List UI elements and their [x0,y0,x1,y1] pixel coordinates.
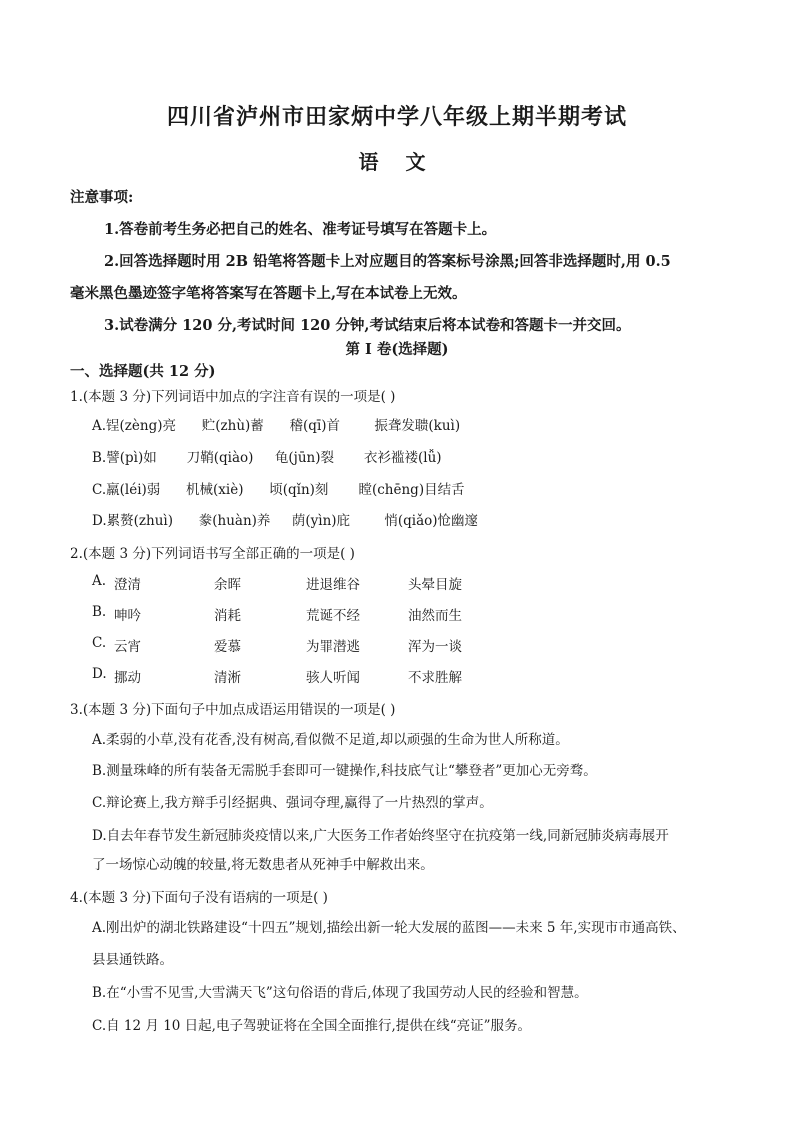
q2-option-letter: B. [92,604,107,620]
q2-term: 清淅 [214,670,241,686]
q2-term: 骇人听闻 [306,670,360,686]
q2-option-letter: C. [92,635,107,651]
q2-term: 爱慕 [214,639,241,655]
q4-option-b: B.在“小雪不见雪,大雪满天飞”这句俗语的背后,体现了我国劳动人民的经验和智慧。 [92,985,588,1001]
q3-option-c: C.辩论赛上,我方辩手引经据典、强词夺理,赢得了一片热烈的掌声。 [92,795,493,811]
part-title: 第 I 卷(选择题) [345,341,449,358]
q3-option-a: A.柔弱的小草,没有花香,没有树高,看似微不足道,却以顽强的生命为世人所称道。 [92,732,569,748]
notice-item-2: 2.回答选择题时用 2B 铅笔将答题卡上对应题目的答案标号涂黑;回答非选择题时,用 0.5 [104,253,671,270]
notice-item-1: 1.答卷前考生务必把自己的姓名、准考证号填写在答题卡上。 [104,221,497,238]
q2-stem: 2.(本题 3 分)下列词语书写全部正确的一项是( ) [70,546,355,562]
q2-term: 云宵 [114,639,141,655]
q2-term: 浑为一谈 [408,639,462,655]
q2-term: 余晖 [214,577,241,593]
q2-term: 头晕目旋 [408,577,462,593]
q1-option-b: B.譬(pì)如 刀鞘(qiào) 龟(jūn)裂 衣衫褴褛(lǚ) [92,450,442,466]
q4-option-a: A.刚出炉的湖北铁路建设“十四五”规划,描绘出新一轮大发展的蓝图——未来 5 年,实现市市通高铁、 [92,920,686,936]
q2-term: 澄清 [114,577,141,593]
q2-option-b [92,604,528,624]
q2-option-d [92,666,528,686]
q4-stem: 4.(本题 3 分)下面句子没有语病的一项是( ) [70,890,328,906]
q4-option-a-continued: 县县通铁路。 [92,952,173,968]
q1-option-d: D.累赘(zhuì) 豢(huàn)养 荫(yìn)庇 悄(qiǎo)怆幽邃 [92,513,479,529]
q3-option-d-continued: 了一场惊心动魄的较量,将无数患者从死神手中解救出来。 [92,857,434,873]
q2-term: 不求胜解 [408,670,462,686]
q2-option-letter: A. [92,573,107,589]
q2-term: 为罪潜逃 [306,639,360,655]
notice-item-2-continued: 毫米黑色墨迹签字笔将答案写在答题卡上,写在本试卷上无效。 [70,285,467,302]
q1-stem: 1.(本题 3 分)下列词语中加点的字注音有误的一项是( ) [70,389,396,405]
q2-option-c [92,635,528,655]
exam-title: 四川省泸州市田家炳中学八年级上期半期考试 [166,104,627,130]
q2-term: 油然而生 [408,608,462,624]
q3-stem: 3.(本题 3 分)下面句子中加点成语运用错误的一项是( ) [70,702,396,718]
q3-option-d: D.自去年春节发生新冠肺炎疫情以来,广大医务工作者始终坚守在抗疫第一线,同新冠肺炎病毒展开 [92,828,669,844]
q4-option-c: C.自 12 月 10 日起,电子驾驶证将在全国全面推行,提供在线“亮证”服务。 [92,1018,532,1034]
q1-option-c: C.羸(léi)弱 机械(xiè) 顷(qǐn)刻 瞠(chēng)目结舌 [92,482,465,498]
q2-option-a [92,573,528,593]
subject-title: 语 文 [358,150,436,174]
q3-option-b: B.测量珠峰的所有装备无需脱手套即可一键操作,科技底气让“攀登者”更加心无旁骛。 [92,763,597,779]
q1-option-a: A.锃(zèng)亮 贮(zhù)蓄 稽(qī)首 振聋发聩(kuì) [92,418,461,434]
q2-term: 消耗 [214,608,241,624]
q2-term: 挪动 [114,670,141,686]
q2-option-letter: D. [92,666,107,682]
notice-heading: 注意事项: [70,189,134,206]
q2-term: 进退维谷 [306,577,360,593]
notice-item-3: 3.试卷满分 120 分,考试时间 120 分钟,考试结束后将本试卷和答题卡一并交回。 [104,317,631,334]
section-heading: 一、选择题(共 12 分) [70,363,216,380]
q2-term: 呻吟 [114,608,141,624]
q2-term: 荒诞不经 [306,608,360,624]
